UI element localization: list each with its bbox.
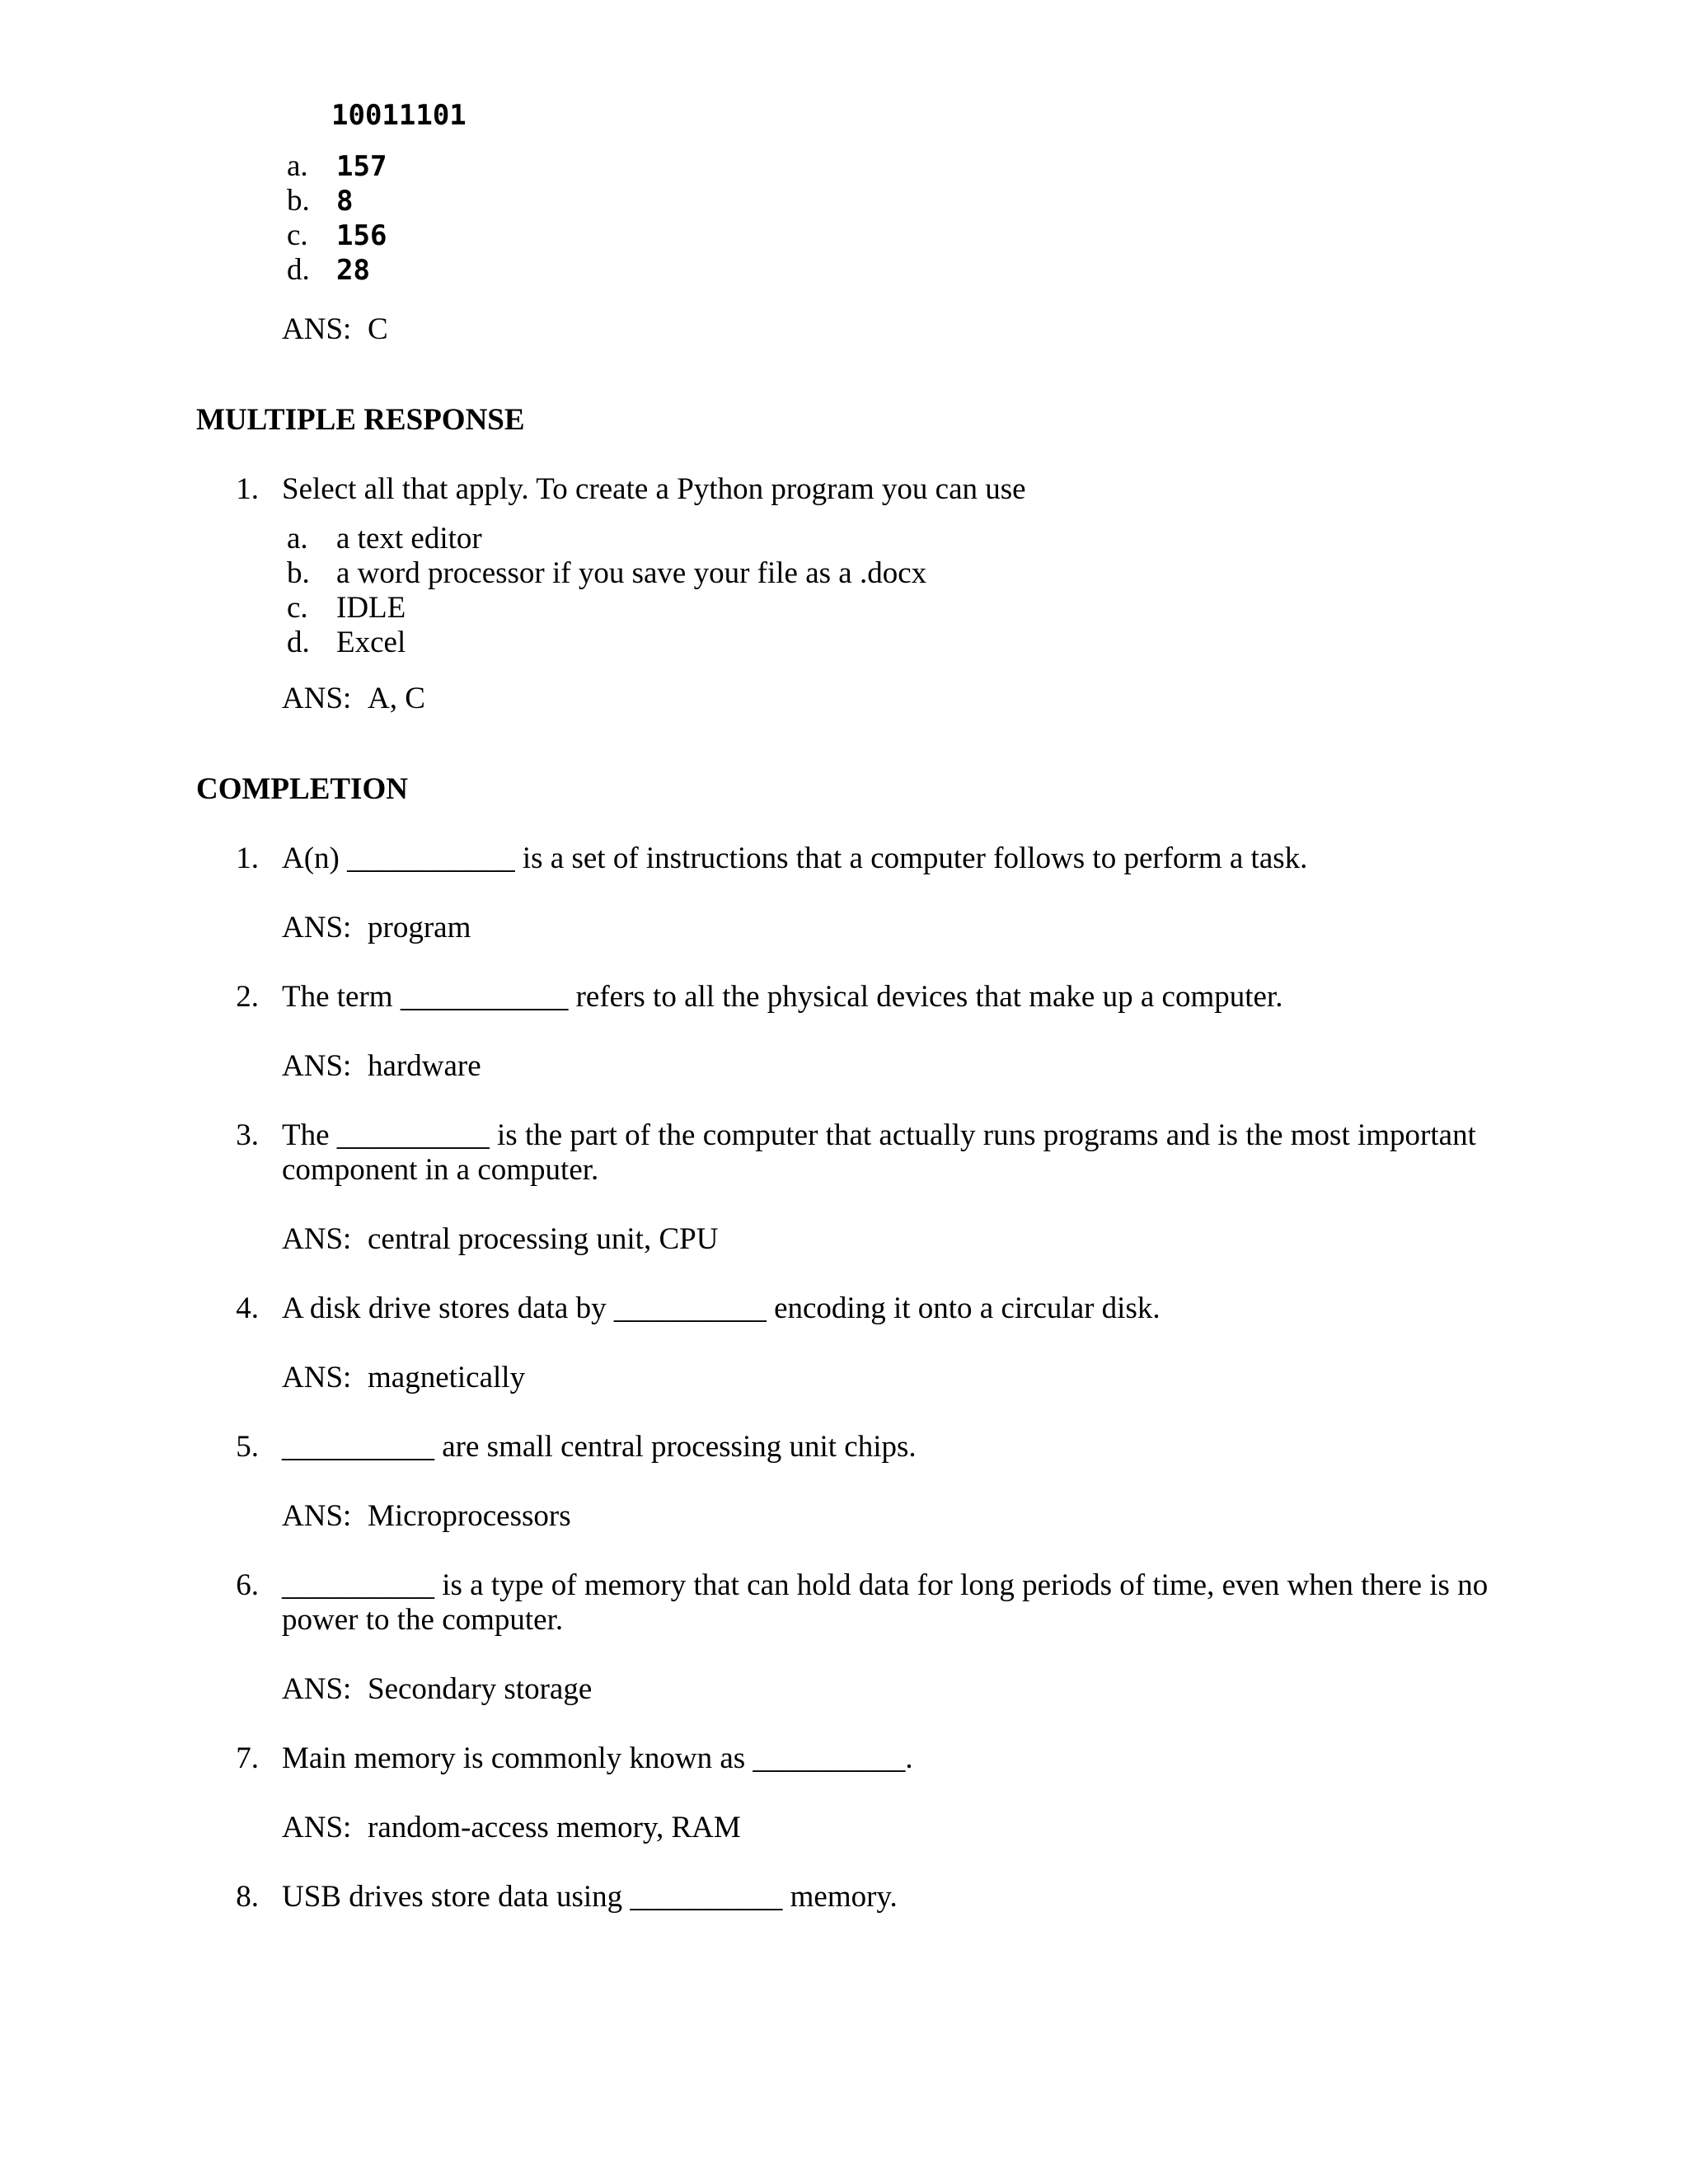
question-text: A disk drive stores data by __________ encoding it onto a circular disk. [282, 1291, 1160, 1325]
question-number: 7. [236, 1741, 259, 1775]
answer-value: A, C [368, 682, 425, 715]
answer-value: magnetically [368, 1361, 526, 1394]
option-text: a text editor [336, 522, 482, 555]
answer-value: central processing unit, CPU [368, 1222, 719, 1256]
answer-label: ANS: [282, 1499, 352, 1533]
question-text: A(n) ___________ is a set of instructions that a computer follows to perform a task. [282, 841, 1308, 875]
answer-label: ANS: [282, 682, 352, 715]
answer-label: ANS: [282, 1361, 352, 1394]
answer-label: ANS: [282, 1222, 352, 1256]
option-text: Excel [336, 626, 406, 659]
question-number: 8. [236, 1880, 259, 1914]
question-number: 6. [236, 1568, 259, 1602]
option-text: 157 [336, 150, 387, 183]
option-letter: d. [287, 626, 310, 659]
question-text-continued: power to the computer. [282, 1603, 564, 1637]
question-text: USB drives store data using __________ memory. [282, 1880, 898, 1914]
answer-label: ANS: [282, 312, 352, 346]
answer-value: random-access memory, RAM [368, 1811, 741, 1844]
question-text: The term ___________ refers to all the physical devices that make up a computer. [282, 980, 1283, 1014]
question-number: 3. [236, 1118, 259, 1152]
option-text: 156 [336, 219, 387, 252]
answer-value: C [368, 312, 388, 346]
question-text: Select all that apply. To create a Python program you can use [282, 472, 1026, 506]
question-number: 5. [236, 1430, 259, 1464]
question-number: 2. [236, 980, 259, 1014]
answer-value: program [368, 911, 471, 944]
question-text: Main memory is commonly known as __________. [282, 1741, 913, 1775]
option-text: 8 [336, 185, 354, 218]
question-number: 4. [236, 1291, 259, 1325]
question-text: __________ is a type of memory that can hold data for long periods of time, even when there is no [282, 1568, 1489, 1602]
question-text-continued: component in a computer. [282, 1153, 599, 1187]
option-letter: c. [287, 218, 308, 252]
option-letter: b. [287, 184, 310, 218]
option-letter: b. [287, 556, 310, 590]
option-letter: c. [287, 591, 308, 625]
section-heading-multiple-response: MULTIPLE RESPONSE [196, 403, 525, 437]
question-number: 1. [236, 841, 259, 875]
answer-value: hardware [368, 1049, 481, 1083]
option-text: IDLE [336, 591, 406, 625]
option-letter: a. [287, 522, 308, 555]
question-text: The __________ is the part of the computer that actually runs programs and is the most important [282, 1118, 1476, 1152]
question-text: __________ are small central processing unit chips. [282, 1430, 917, 1464]
question-number: 1. [236, 472, 259, 506]
answer-label: ANS: [282, 911, 352, 944]
answer-value: Secondary storage [368, 1672, 593, 1706]
answer-label: ANS: [282, 1049, 352, 1083]
answer-label: ANS: [282, 1672, 352, 1706]
section-heading-completion: COMPLETION [196, 772, 408, 806]
option-text: 28 [336, 254, 370, 287]
option-letter: d. [287, 253, 310, 287]
option-letter: a. [287, 149, 308, 183]
option-text: a word processor if you save your file as a .docx [336, 556, 927, 590]
answer-label: ANS: [282, 1811, 352, 1844]
answer-value: Microprocessors [368, 1499, 571, 1533]
binary-number: 10011101 [331, 99, 467, 132]
